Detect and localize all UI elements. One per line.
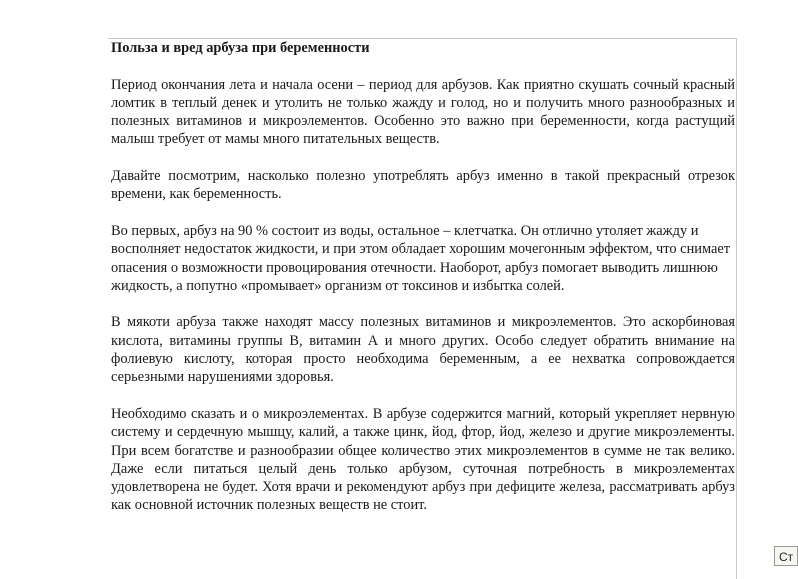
paragraph-2: Давайте посмотрим, насколько полезно употреблять арбуз именно в такой прекрасный отрезок времени, как беременность. xyxy=(111,168,735,203)
status-tab[interactable]: Ст xyxy=(774,546,798,566)
document-title: Польза и вред арбуза при беременности xyxy=(111,40,370,56)
paragraph-3: Во первых, арбуз на 90 % состоит из воды, остальное – клетчатка. Он отлично утоляет жажду и восполняет недостаток жидкости, и при этом обладает хорошим мочегонным эффектом, что снимает опасения о возможности провоцирования отечности. Наоборот, арбуз помогает выводить лишнюю жидкость, а попутно «промывает» организм от токсинов и избытка солей. xyxy=(111,222,731,294)
paragraph-1: Период окончания лета и начала осени – период для арбузов. Как приятно скушать сочный красный ломтик в теплый денек и утолить не только жажду и голод, но и получить много разнообразных и полезных витаминов и микроэлементов. Особенно это важно при беременности, когда растущий малыш требует от мамы много питательных веществ. xyxy=(111,76,735,148)
paragraph-5: Необходимо сказать и о микроэлементах. В арбузе содержится магний, который укрепляет нервную систему и сердечную мышцу, калий, а также цинк, йод, фтор, йод, железо и другие микроэлементы. При всем богатстве и разнообразии общее количество этих микроэлементов в сумме не так велико. Даже если питаться целый день только арбузом, суточная потребность в микроэлементах удовлетворена не будет. Хотя врачи и рекомендуют арбуз при дефиците железа, рассматривать арбуз как основной источник полезных веществ не стоит. xyxy=(111,405,735,514)
document-body xyxy=(111,39,735,515)
paragraph-4: В мякоти арбуза также находят массу полезных витаминов и микроэлементов. Это аскорбиновая кислота, витамины группы В, витамин А и много других. Особо следует обратить внимание на фолиевую кислоту, которая просто необходима беременным, а ее нехватка сопровождается серьезными нарушениями здоровья. xyxy=(111,314,735,386)
